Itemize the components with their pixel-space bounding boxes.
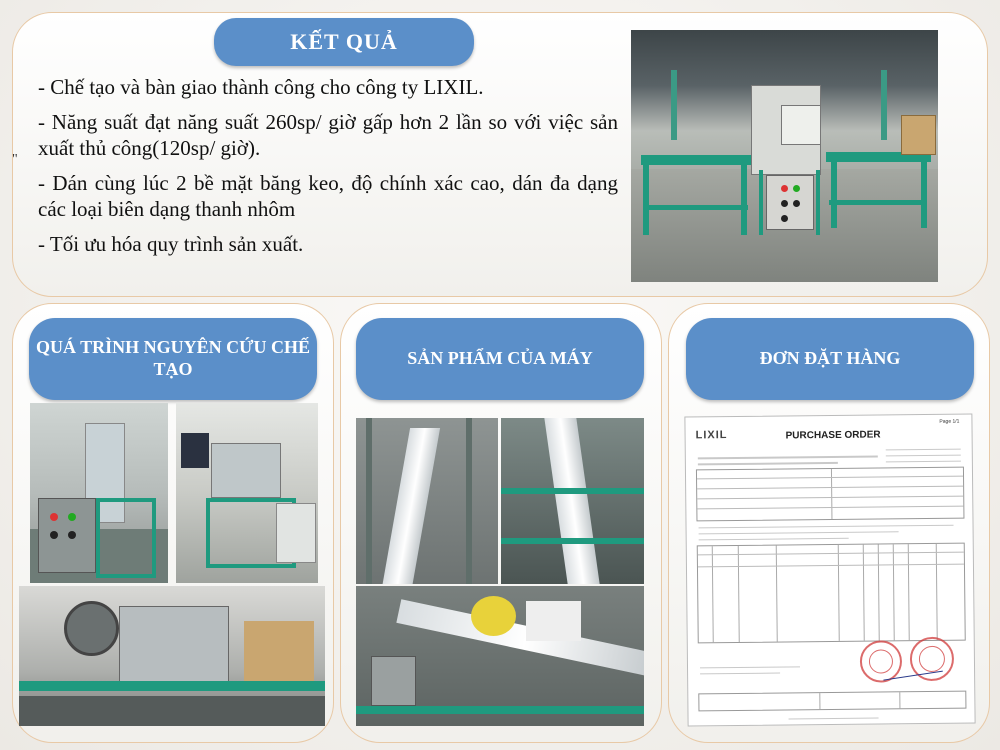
machine-factory-photo bbox=[631, 30, 938, 282]
quote-mark: " bbox=[12, 152, 18, 167]
lixil-logo: LIXIL bbox=[695, 429, 728, 442]
bullet-optimize: - Tối ưu hóa quy trình sản xuất. bbox=[38, 232, 304, 256]
product-heading: SẢN PHẨM CỦA MÁY bbox=[356, 318, 644, 400]
product-photo-2 bbox=[501, 418, 644, 584]
results-bullet-list bbox=[38, 74, 618, 266]
product-photo-1 bbox=[356, 418, 498, 584]
order-heading: ĐƠN ĐẶT HÀNG bbox=[686, 318, 974, 400]
research-photo-3 bbox=[19, 586, 325, 726]
product-photo-3 bbox=[356, 586, 644, 726]
results-heading: KẾT QUẢ bbox=[214, 18, 474, 66]
research-photo-1 bbox=[30, 403, 168, 583]
purchase-order-document bbox=[684, 414, 975, 727]
research-photo-2 bbox=[176, 403, 318, 583]
bullet-delivery: - Chế tạo và bàn giao thành công cho công ty LIXIL. bbox=[38, 75, 484, 99]
bullet-productivity: - Năng suất đạt năng suất 260sp/ giờ gấp hơn 2 lần so với việc sản xuất thủ công(120sp/ giờ). bbox=[38, 110, 618, 160]
po-title: PURCHASE ORDER bbox=[785, 429, 881, 442]
bullet-tape: - Dán cùng lúc 2 bề mặt băng keo, độ chính xác cao, dán đa dạng các loại biên dạng thanh nhôm bbox=[38, 171, 618, 221]
po-page-number: Page 1/1 bbox=[939, 418, 960, 425]
research-heading: QUÁ TRÌNH NGUYÊN CỨU CHẾ TẠO bbox=[29, 318, 317, 400]
